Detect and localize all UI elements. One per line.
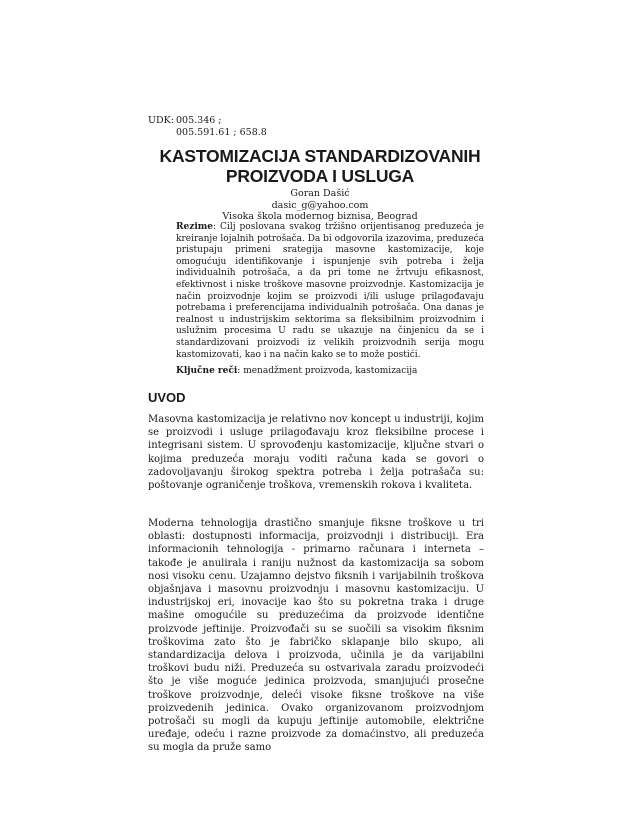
author-affiliation: Visoka škola modernog biznisa, Beograd [222,211,418,222]
section-heading: UVOD [148,390,186,405]
abstract [176,222,484,361]
keywords [176,366,484,378]
abstract-text: : Cilj poslovana svakog tržišno orijentisanog preduzeća je kreiranje lojalnih potrošača. Da bi odgovorila izazovima, preduzeća pristupaju primeni srategija masovne kastomizacije, koje omogućuju identifikovanje i ispunjenje svih potreba i želja individualnih potrošača, a da pri tome ne žrtvuju efikasnost, efektivnost i niske troškove masovne proizvodnje. Kastomizacija je način proizvodnje kojim se proizvodi i/ili usluge prilagođavaju potrebama i preferencijama individualnih potrošača. Ona danas je realnost u industrijskim sektorima sa fleksibilnim proizvodnim i uslužnim procesima U radu se ukazuje na činjenicu da se i standardizovani proizvodi iz velikih proizvodnih serija mogu kastomizovati, kao i na način kako se to može postići. [176,222,484,360]
udk-line-1: 005.346 ; [176,115,222,126]
keywords-label: Ključne reči [176,366,238,376]
keywords-text: : menadžment proizvoda, kastomizacija [237,366,418,376]
udk-line-2: 005.591.61 ; 658.8 [176,127,267,138]
author-email: dasic_g@yahoo.com [271,199,369,211]
abstract-label: Rezime [176,222,213,232]
author-block [140,188,500,223]
udk-label: UDK: [148,115,174,126]
udk-classification [148,115,267,139]
paragraph-1: Masovna kastomizacija je relativno nov koncept u industriji, kojim se proizvodi i usluge prilagođavaju kroz fleksibilne procese i integrisani sistem. U sprovođenju kastomizacije, ključne stvari o kojima preduzeća moraju voditi računa kada se govori o zadovoljavanju širokog spektra potreba i želja potrašača su: poštovanje ograničenje troškova, vremenskih rokova i kvaliteta. [148,414,484,492]
paragraph-2: Moderna tehnologija drastično smanjuje fiksne troškove u tri oblasti: dostupnosti informacija, proizvodnji i distribuciji. Era informacionih tehnologija - primarno računara i interneta – takođe je anulirala i raniju nužnost da kastomizacija sa sobom nosi visoku cenu. Uzajamno dejstvo fiksnih i varijabilnih troškova objašnjava i masovnu proizvodnju i masovnu kastomizaciju. U industrijskoj eri, inovacije kao što su pokretna traka i druge mašine omogućile su preduzećima da proizvode identične proizvode jeftinije. Proizvođači su se suočili sa visokim fiksnim troškovima zato što je fabričko sklapanje bilo skupo, ali standardizacija delova i proizvoda, učinila je da varijabilni troškovi budu niži. Preduzeća su ostvarivala zaradu proizvodeći što je više moguće jedinica proizvoda, smanjujući prosečne troškove proizvodnje, deleći visoke fiksne troškove na više proizvedenih jedinica. Ovako organizovanom proizvodnjom potrošači su mogli da kupuju jeftinije automobile, električne uređaje, odeću i razne proizvode za domaćinstvo, ali preduzeća su mogla da pruže samo [148,518,484,754]
paper-title: KASTOMIZACIJA STANDARDIZOVANIH PROIZVODA I USLUGA [159,146,481,186]
author-name: Goran Dašić [290,188,350,199]
